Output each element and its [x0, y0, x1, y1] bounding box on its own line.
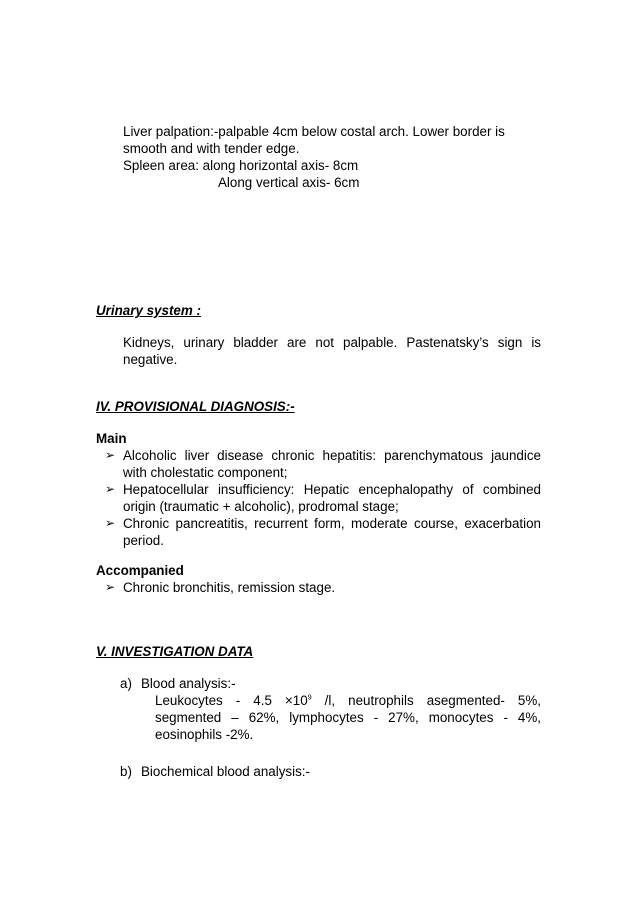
- list-item: [100, 579, 541, 596]
- blood-analysis-title: Blood analysis:-: [141, 676, 236, 691]
- biochemical-analysis-marker: b): [120, 764, 132, 779]
- list-item: [100, 481, 541, 515]
- blood-analysis-marker: a): [120, 676, 132, 691]
- liver-palpation-line-2: smooth and with tender edge.: [123, 141, 300, 156]
- list-item-text: Chronic bronchitis, remission stage.: [123, 580, 336, 595]
- urinary-system-text: Kidneys, urinary bladder are not palpable. Pastenatsky’s sign is negative.: [123, 335, 541, 367]
- arrow-bullet-icon: ➢: [105, 516, 116, 530]
- leukocytes-prefix: Leukocytes - 4.5 ×10: [155, 693, 308, 708]
- accompanied-diagnosis-label: Accompanied: [96, 563, 184, 578]
- arrow-bullet-icon: ➢: [105, 482, 116, 496]
- biochemical-analysis-title: Biochemical blood analysis:-: [141, 764, 310, 779]
- spleen-area-line-2: Along vertical axis- 6cm: [218, 175, 360, 190]
- main-diagnosis-list: [100, 447, 541, 549]
- urinary-system-heading: Urinary system :: [96, 303, 201, 318]
- list-item: [100, 515, 541, 549]
- blood-analysis-values: [155, 692, 541, 743]
- arrow-bullet-icon: ➢: [105, 580, 116, 594]
- list-item-text: Hepatocellular insufficiency: Hepatic encephalopathy of combined origin (traumatic + alcoholic), prodromal stage;: [123, 482, 541, 514]
- list-item-text: Chronic pancreatitis, recurrent form, moderate course, exacerbation period.: [123, 516, 541, 548]
- provisional-diagnosis-heading: IV. PROVISIONAL DIAGNOSIS:-: [96, 399, 295, 414]
- list-item: [100, 447, 541, 481]
- spleen-area-line-1: Spleen area: along horizontal axis- 8cm: [123, 158, 359, 173]
- main-diagnosis-label: Main: [96, 431, 127, 446]
- arrow-bullet-icon: ➢: [105, 448, 116, 462]
- investigation-data-heading: V. INVESTIGATION DATA: [96, 644, 254, 659]
- accompanied-diagnosis-list: [100, 579, 541, 596]
- leukocytes-exponent: 9: [307, 694, 312, 702]
- list-item-text: Alcoholic liver disease chronic hepatitis: parenchymatous jaundice with cholestatic component;: [123, 448, 541, 480]
- liver-palpation-line-1: Liver palpation:-palpable 4cm below costal arch. Lower border is: [123, 124, 505, 139]
- leukocytes-rest: /l, neutrophils asegmented- 5%, segmented – 62%, lymphocytes - 27%, monocytes - 4%, eosinophils -2%.: [155, 693, 541, 742]
